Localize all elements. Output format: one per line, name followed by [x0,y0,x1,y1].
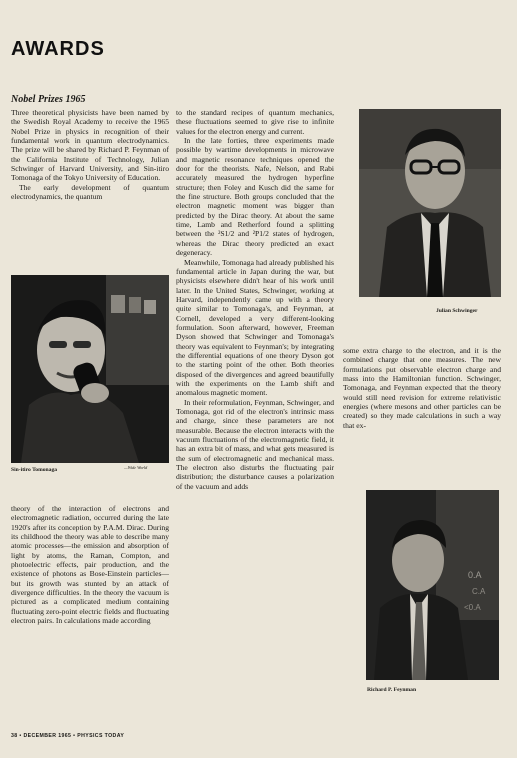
article-title: Nobel Prizes 1965 [11,94,86,105]
paragraph: In their reformulation, Feynman, Schwinger, and Tomonaga, got rid of the electron's intrinsic mass and charge, since these parameters are not measurable. Because the electron interacts with the vacuum fluctuations of the electromagnetic field, it has an extra bit of mass, and what gets measured is the sum of electromagnetic and mechanical mass. The electron also disturbs the fluctuating pair distribution; the disturbance causes a polarization of the vacuum and adds [176,397,334,491]
tomonaga-credit: —Wide World [124,465,148,470]
feynman-photo [366,490,499,680]
page-footer: 38 • DECEMBER 1965 • PHYSICS TODAY [11,733,125,739]
paragraph: The early development of quantum electrodynamics, the quantum [11,182,169,202]
tomonaga-photo [11,275,169,463]
paragraph: theory of the interaction of electrons and electromagnetic radiation, occurred during the late 1920's after its conception by P.A.M. Dirac. During its childhood the theory was able to describe many atomic processes—the emission and absorption of light by atoms, the Raman, Compton, and photoelectric effects, pair production, and the existence of photons as Bose-Einstein particles—but its growth was stunted by an attack of divergence difficulties. In the theory the vacuum is pictured as a complicated medium containing fluctuating zero-point electric fields and fluctuating electron pairs. In calculations made according [11,504,169,626]
column-1-top [11,108,169,248]
paragraph: Three theoretical physicists have been named by the Swedish Royal Academy to receive the 1965 Nobel Prize in physics in recognition of their fundamental work in quantum electrodynamics. The prize will be shared by Richard P. Feynman of the California Institute of Technology, Julian Schwinger of Harvard University, and Sin-itiro Tomonaga of the Tokyo University of Education. [11,108,169,183]
svg-text:0.A: 0.A [468,570,482,580]
paragraph: some extra charge to the electron, and it is the combined charge that one measures. The new formulations put observable electron charge and mass into the Hamiltonian function. Schwinger, Tomonaga, and Feynman expected that the theory would still need revision for extreme relativistic energies (where mesons and other particles can be created) so they made calculations in such a way that ex- [343,346,501,430]
svg-text:<0.A: <0.A [464,603,481,612]
column-3 [343,346,501,458]
column-1-bottom [11,504,169,726]
feynman-caption: Richard P. Feynman [367,687,417,693]
paragraph: In the late forties, three experiments made possible by wartime developments in microwave and magnetic resonance techniques opened the door for the theorists. Nafe, Nelson, and Rabi accurately measured the hydrogen hyperfine structure; then Foley and Kusch did the same for the fine structure. Both groups concluded that the electron magnetic moment was bigger than predicted by the Dirac theory. At about the same time, Lamb and Retherford found a splitting between the ²S1/2 and ²P1/2 states of hydrogen, whereas the Dirac theory predicted an exact degeneracy. [176,136,334,258]
column-2 [176,108,334,728]
schwinger-photo [359,109,501,297]
schwinger-caption: Julian Schwinger [436,308,478,314]
svg-text:C.A: C.A [472,587,486,596]
paragraph: Meanwhile, Tomonaga had already published his fundamental article in Japan during the war, but physicists elsewhere didn't hear of his work until later. In the United States, Schwinger, working at Harvard, independently came up with a theory quite similar to Tomonaga's, and Feynman, at Cornell, developed a very different-looking formulation. Soon afterward, however, Freeman Dyson showed that Schwinger and Tomonaga's theory was equivalent to Feynman's; by integrating the differential equations of one theory Dyson got to the starting point of the other. Both theories disposed of the divergences and agreed beautifully with the experiments on the Lamb shift and anomalous magnetic moment. [176,257,334,398]
tomonaga-caption: Sin-itiro Tomonaga [11,467,58,473]
paragraph: to the standard recipes of quantum mechanics, these fluctuations seemed to give rise to infinite values for the electron energy and current. [176,108,334,136]
section-heading: AWARDS [11,38,105,60]
